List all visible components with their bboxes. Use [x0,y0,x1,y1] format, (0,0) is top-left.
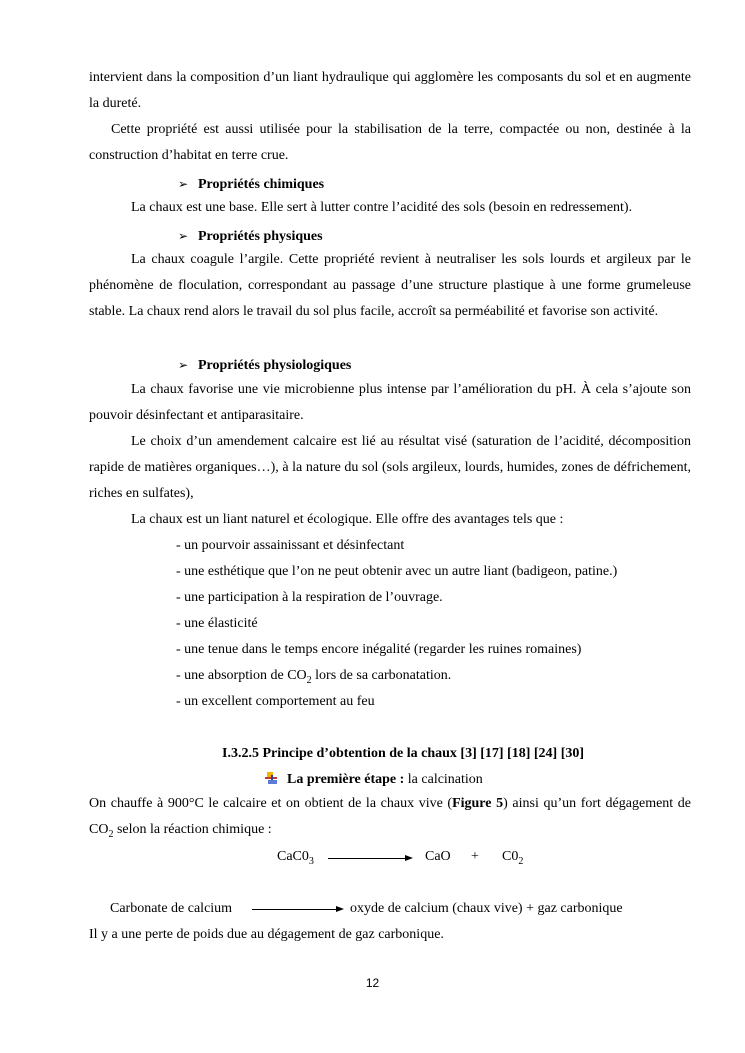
word-reaction-arrow-head-icon [336,906,344,912]
list-item: - une participation à la respiration de l’ouvrage. [176,590,443,605]
arrow-bullet-icon: ➢ [178,229,189,243]
arrow-bullet-icon: ➢ [178,358,189,372]
arrow-bullet-icon: ➢ [178,177,189,191]
step-bullet-icon [265,772,279,784]
paragraph-choix-amendement: Le choix d’un amendement calcaire est lié au résultat visé (saturation de l’acidité, décomposition rapide de matières organiques…), à la nature du sol (sols argileux, lourds, humides, zones de défrichement, riches en sulfates), [89,434,691,501]
page-number: 12 [365,976,380,990]
paragraph-chauffe: On chauffe à 900°C le calcaire et on obtient de la chaux vive (Figure 5) ainsi qu’un fort dégagement de $CO_2$ selon la réaction chimique : [89,796,692,840]
equation-product-co2: $C0_2$ [502,849,524,867]
list-item: - une esthétique que l’on ne peut obtenir avec un autre liant (badigeon, patine.) [176,564,618,579]
list-item-co2: - une absorption de $CO_2$ lors de sa carbonatation. [176,668,452,686]
heading-proprietes-physiques: ➢ Propriétés physiques [178,229,323,244]
reaction-arrow-head-icon [405,855,413,861]
list-item: - une élasticité [176,616,258,631]
paragraph-physiologiques: La chaux favorise une vie microbienne plus intense par l’amélioration du pH. À cela s’ajoute son pouvoir désinfectant et antiparasitaire. [89,382,691,423]
paragraph-liant-naturel: La chaux est un liant naturel et écologique. Elle offre des avantages tels que : [131,512,564,527]
heading-proprietes-chimiques: ➢ Propriétés chimiques [178,177,325,192]
step-heading: La première étape : la calcination [265,771,483,789]
word-equation-products: oxyde de calcium (chaux vive) + gaz carbonique [350,901,623,916]
paragraph-stabilisation: Cette propriété est aussi utilisée pour la stabilisation de la terre, compactée ou non, destinée à la construction d’habitat en terre crue. [89,122,691,163]
list-item: - un excellent comportement au feu [176,694,375,709]
list-item: - un pourvoir assainissant et désinfectant [176,538,405,553]
word-reaction-arrow [252,909,336,910]
section-title: I.3.2.5 Principe d’obtention de la chaux [3] [17] [18] [24] [30] [222,746,585,761]
paragraph-perte-poids: Il y a une perte de poids due au dégagement de gaz carbonique. [89,927,444,942]
word-equation-reactant: Carbonate de calcium [110,901,233,916]
heading-proprietes-physiologiques: ➢ Propriétés physiologiques [178,358,352,373]
equation-reactant: $CaC0_3$ [277,849,314,867]
equation-plus: + [471,849,479,864]
paragraph-chimiques: La chaux est une base. Elle sert à lutter contre l’acidité des sols (besoin en redressement). [131,200,633,215]
paragraph-physiques: La chaux coagule l’argile. Cette propriété revient à neutraliser les sols lourds et argileux par le phénomène de floculation, correspondant au passage d’une structure plastique à une forme grumeleuse stable. La chaux rend alors le travail du sol plus facile, accroît sa perméabilité et favorise son activité. [89,252,691,319]
equation-product-cao: CaO [425,849,451,864]
reaction-arrow [328,858,405,859]
paragraph-liant-hydraulique: intervient dans la composition d’un liant hydraulique qui agglomère les composants du sol et en augmente la dureté. [89,70,691,111]
list-item: - une tenue dans le temps encore inégalité (regarder les ruines romaines) [176,642,582,657]
